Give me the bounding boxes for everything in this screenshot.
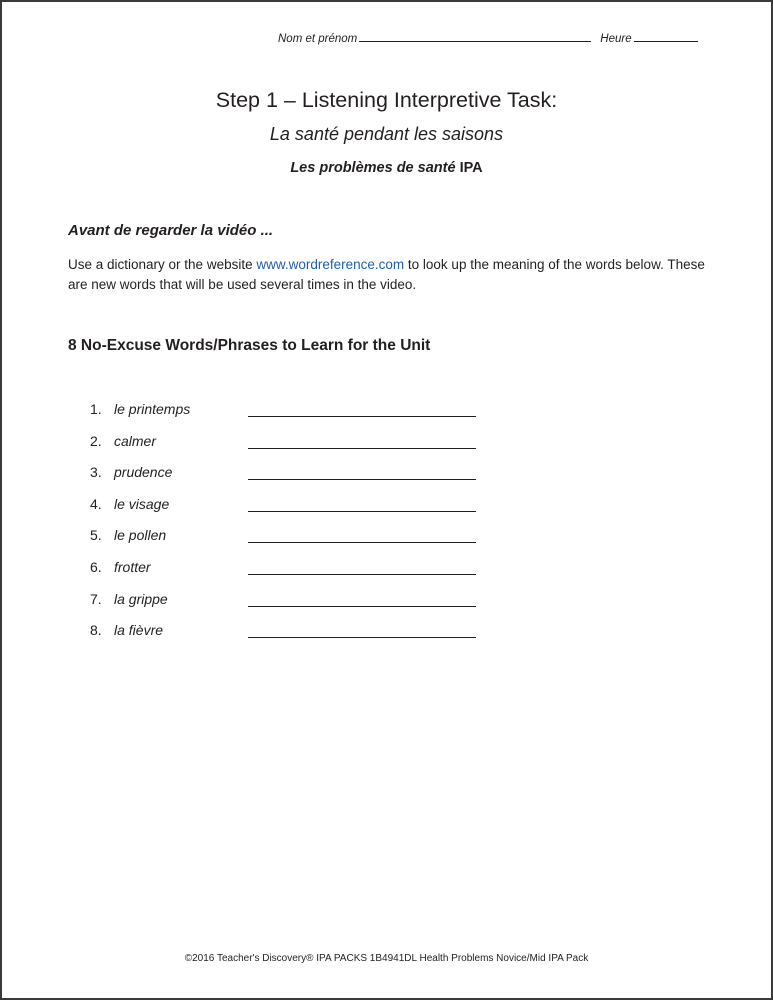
french-term: la grippe xyxy=(114,590,168,607)
instructions-text-start: Use a dictionary or the website xyxy=(68,257,257,272)
french-term: le printemps xyxy=(114,401,191,417)
answer-blank[interactable] xyxy=(248,542,476,543)
hour-label: Heure xyxy=(600,33,632,45)
french-term: la fièvre xyxy=(114,622,164,639)
item-number: 7. xyxy=(90,590,102,607)
item-number: 3. xyxy=(90,464,102,481)
answer-blank[interactable] xyxy=(248,448,476,449)
instructions-text-end: to look up the meaning of the words below. These are new words that will be used several times in the video. xyxy=(68,257,705,292)
vocabulary-item xyxy=(0,557,773,589)
vocabulary-list xyxy=(0,399,773,652)
page-subtitle: La santé pendant les saisons xyxy=(269,124,504,144)
french-term: le visage xyxy=(114,495,170,512)
item-number: 5. xyxy=(90,527,102,544)
unit-subheading xyxy=(0,160,773,176)
vocabulary-item xyxy=(0,494,773,526)
french-term: prudence xyxy=(114,464,173,481)
unit-subheading-suffix: IPA xyxy=(459,160,483,176)
hour-field[interactable] xyxy=(634,31,698,42)
item-number: 6. xyxy=(90,558,102,575)
item-number: 1. xyxy=(90,401,102,417)
name-field[interactable] xyxy=(359,31,591,42)
vocabulary-heading: 8 No-Excuse Words/Phrases to Learn for the Unit xyxy=(68,337,431,354)
item-number: 4. xyxy=(90,495,102,512)
item-number: 2. xyxy=(90,432,102,449)
wordreference-link[interactable]: www.wordreference.com xyxy=(256,257,405,272)
name-label: Nom et prénom xyxy=(278,33,358,45)
answer-blank[interactable] xyxy=(248,606,476,607)
vocabulary-item xyxy=(0,620,773,652)
french-term: calmer xyxy=(114,432,157,449)
item-number: 8. xyxy=(90,622,102,639)
answer-blank[interactable] xyxy=(248,416,476,417)
answer-blank[interactable] xyxy=(248,574,476,575)
instructions-paragraph xyxy=(68,255,708,295)
french-term: le pollen xyxy=(114,527,167,544)
vocabulary-item xyxy=(0,525,773,557)
vocabulary-item xyxy=(0,431,773,463)
page-title: Step 1 – Listening Interpretive Task: xyxy=(215,88,558,112)
student-info-header xyxy=(278,31,698,45)
answer-blank[interactable] xyxy=(248,637,476,638)
vocabulary-item xyxy=(0,462,773,494)
unit-subheading-italic: Les problèmes de santé xyxy=(290,160,456,176)
answer-blank[interactable] xyxy=(248,479,476,480)
before-video-heading: Avant de regarder la vidéo ... xyxy=(68,222,274,239)
vocabulary-item xyxy=(0,399,773,431)
copyright-footer: ©2016 Teacher's Discovery® IPA PACKS 1B4941DL Health Problems Novice/Mid IPA Pack xyxy=(184,953,589,964)
vocabulary-item xyxy=(0,589,773,621)
french-term: frotter xyxy=(114,558,151,575)
answer-blank[interactable] xyxy=(248,511,476,512)
